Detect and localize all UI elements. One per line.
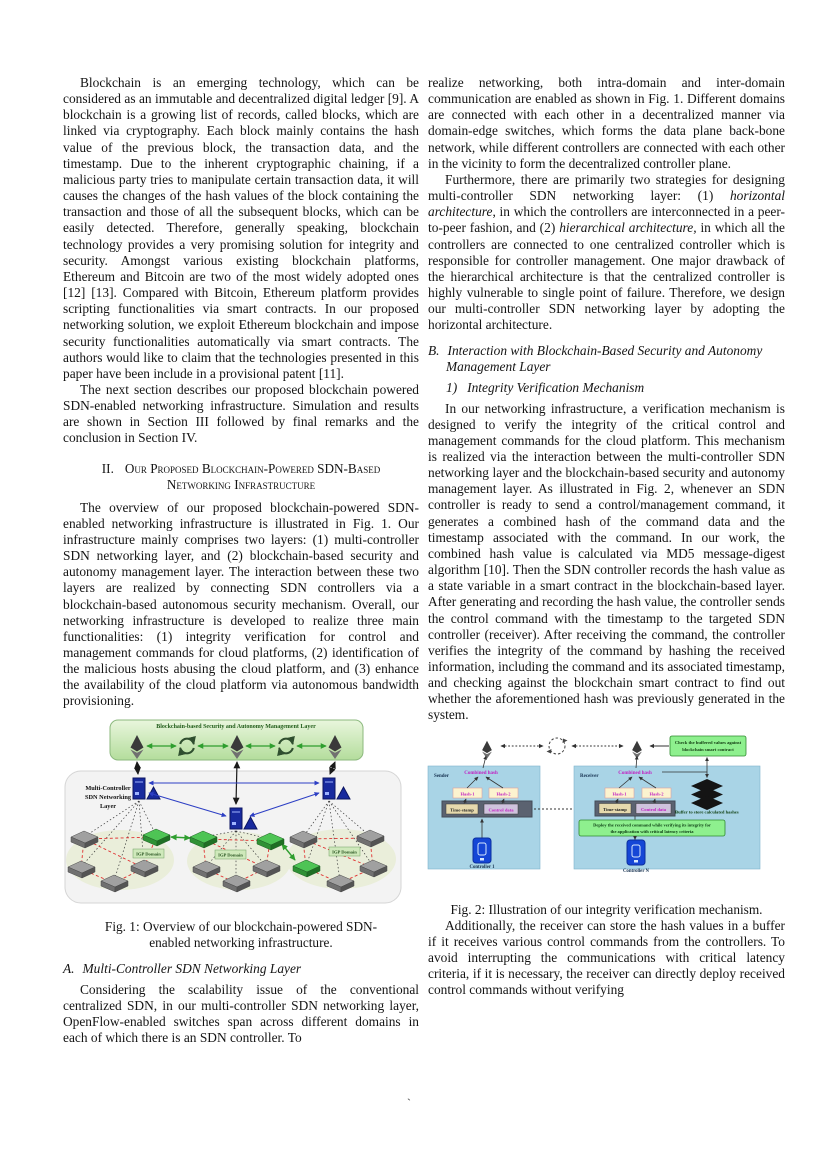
paragraph-multicontroller: Considering the scalability issue of the conventional centralized SDN, in our multi-controller SDN networking layer, OpenFlow-enabled switches span across different domains in each of which there is an SDN controller. To xyxy=(63,981,419,1046)
controller-icon xyxy=(627,840,645,865)
sender-command-container xyxy=(442,801,532,817)
figure-1 xyxy=(63,717,419,951)
receiver-label: Receiver xyxy=(580,773,599,779)
text-segment: , in which the controllers are interconnected in a peer-to-peer fashion, and (2) xyxy=(428,204,785,236)
controller-1-label: Controller 1 xyxy=(469,864,495,870)
receiver-panel xyxy=(574,766,760,869)
text-segment: in which all the controllers are connected to one centralized controller which is responsible for controller management. One major drawback of the hierarchical architecture is that the centralized controller is highly vulnerable to single point of failure. Therefore, we design our multi-controller SDN networking layer by adopting the horizontal architecture. xyxy=(428,220,786,333)
svg-text:Deploy the received command wh: Deploy the received command while verifying its integrity for xyxy=(593,822,711,828)
subsection-a-title: Multi-Controller SDN Networking Layer xyxy=(82,960,302,976)
paragraph-realize-networking: realize networking, both intra-domain and inter-domain communication are enabled as shown in Fig. 1. Different domains are connected with each other in a decentralized manner via domain-edge switches, which forms the data plane back-bone network, while different controllers are connected with each other in the vicinity to form the decentralized controller plane. xyxy=(428,75,785,171)
sender-combined-hash-label: Combined hash xyxy=(464,770,498,776)
section-title: Our Proposed Blockchain-Powered SDN-Based Networking Infrastructure xyxy=(124,460,381,492)
page-content xyxy=(63,75,785,1046)
subsection-b-heading xyxy=(428,343,784,375)
svg-text:Hash-1: Hash-1 xyxy=(460,791,475,797)
buffer-label: Buffer to store calculated hashes xyxy=(675,809,739,815)
section-number: II. xyxy=(101,460,114,476)
receiver-combined-hash-label: Combined hash xyxy=(618,770,652,776)
paragraph-blockchain-intro: Blockchain is an emerging technology, which can be considered as an immutable and decentralized digital ledger [9]. A blockchain is a growing list of records, called blocks, which are linked via cryptography. Each block mainly contains the hash value of the previous block, the transaction data, and the timestamp. Due to the inherent cryptographic chaining, if a malicious party tries to manipulate certain transaction data, it will causes the changes of the hash values of the block containing the transaction and those of all the subsequent blocks, which can be easily detected. Therefore, generally speaking, blockchain technology provides a very promising solution for integrity and security. Amongst various existing blockchain platforms, Ethereum and Bitcoin are two of the most widely adopted ones [12] [13]. Compared with Bitcoin, Ethereum platform provides scripting functionalities via smart contracts. In our proposed networking solution, we exploit Ethereum blockchain and impose security functionalities automatically via smart contracts. The authors would like to claim that the technologies presented in this paper have been include in a provisional patent [11]. xyxy=(63,75,419,381)
italic-horizontal-architecture: horizontal architecture xyxy=(428,188,785,220)
svg-text:blockchain smart contract: blockchain smart contract xyxy=(682,746,734,752)
svg-text:SDN Networking: SDN Networking xyxy=(84,793,132,801)
svg-text:Hash-1: Hash-1 xyxy=(612,791,627,797)
svg-text:Hash-2: Hash-2 xyxy=(649,791,664,797)
fig1-architecture-diagram xyxy=(63,717,419,909)
subsection-b-label: B. xyxy=(428,342,440,358)
svg-text:Multi-Controller: Multi-Controller xyxy=(85,784,131,792)
figure-1-caption: Fig. 1: Overview of our blockchain-powered SDN-enabled networking infrastructure. xyxy=(104,918,378,950)
subsection-a-label: A. xyxy=(63,960,75,976)
svg-text:Control data: Control data xyxy=(488,807,514,813)
italic-hierarchical-architecture: hierarchical architecture, xyxy=(559,220,697,236)
check-buffered-note xyxy=(670,736,746,756)
paragraph-buffer-store: Additionally, the receiver can store the hash values in a buffer if it receives various control commands from the controllers. To avoid interrupting the communications with critical latency criteria, if it is necessary, the receiver can directly deploy received control commands without verifying xyxy=(428,917,785,998)
svg-text:the application with critical: the application with critical latency criteria xyxy=(610,828,694,834)
controller-n-label: Controller N xyxy=(622,868,650,874)
section-ii-heading xyxy=(81,461,401,493)
fig2-integrity-diagram xyxy=(425,735,787,885)
paragraph-strategies xyxy=(428,172,785,334)
deploy-note xyxy=(579,820,725,836)
svg-text:Time-stamp: Time-stamp xyxy=(603,806,627,812)
svg-text:IGP Domain: IGP Domain xyxy=(218,852,243,858)
subsubsection-1-title: Integrity Verification Mechanism xyxy=(467,379,645,395)
subsection-a-heading xyxy=(63,961,419,977)
right-column xyxy=(428,75,785,1046)
receiver-command-container xyxy=(595,801,675,816)
svg-text:Layer: Layer xyxy=(99,802,117,810)
cycle-arrows-icon xyxy=(547,738,568,754)
figure-2 xyxy=(428,735,785,918)
subsection-b-title: Interaction with Blockchain-Based Security and Autonomy Management Layer xyxy=(446,342,763,374)
svg-text:IGP Domain: IGP Domain xyxy=(136,851,161,857)
svg-text:IGP Domain: IGP Domain xyxy=(332,849,357,855)
paragraph-next-section: The next section describes our proposed blockchain powered SDN-enabled networking infrastructure. Simulation and results are shown in Section III followed by final remarks and the conclusion in Section IV. xyxy=(63,381,419,446)
figure-2-caption: Fig. 2: Illustration of our integrity verification mechanism. xyxy=(450,901,763,917)
controller-icon xyxy=(473,838,491,863)
svg-text:Control data: Control data xyxy=(640,806,667,812)
svg-text:Hash-2: Hash-2 xyxy=(496,791,511,797)
left-column xyxy=(63,75,419,1046)
paragraph-verification: In our networking infrastructure, a verification mechanism is designed to verify the integrity of the critical control and management commands for the cloud platform. This mechanism is realized via the interaction between the multi-controller SDN networking layer and the blockchain-based security and autonomy management layer. As illustrated in Fig. 2, whenever an SDN controller is ready to send a control/management command, it generates a combined hash of the command data and the timestamp associated with the command. In our work, the combined hash value is calculated via MD5 message-digest algorithm [10]. Then the SDN controller records the hash value as a state variable in a smart contract in the blockchain-based layer. After generating and recording the hash value, the controller sends the control command with the timestamp to the targeted SDN controller (receiver). After receiving the command, the controller verifies the integrity of the command by hashing the received information, including the command and its associated timestamp, and checking against the blockchain smart contract to find out whether the aforementioned hash was previously generated in the system. xyxy=(428,400,785,723)
subsubsection-1-heading xyxy=(446,380,785,396)
sender-label: Sender xyxy=(434,773,449,779)
ethereum-icon xyxy=(482,740,492,758)
blockchain-layer-title: Blockchain-based Security and Autonomy Management Layer xyxy=(156,723,316,730)
text-segment: Furthermore, there are primarily two strategies for designing multi-controller SDN networking layer: (1) xyxy=(428,171,785,204)
stray-mark: ` xyxy=(407,1096,411,1110)
svg-text:Time-stamp: Time-stamp xyxy=(450,807,474,813)
subsubsection-1-label: 1) xyxy=(446,379,458,395)
svg-text:Check the buffered values agai: Check the buffered values against xyxy=(674,739,742,745)
paragraph-overview: The overview of our proposed blockchain-powered SDN-enabled networking infrastructure is illustrated in Fig. 1. Our infrastructure mainly comprises two layers: (1) multi-controller SDN networking layer, and (2) blockchain-based security and autonomy management layer. The interaction between these two layers are realized by connecting SDN controllers via a blockchain-based autonomous security mechanism. Overall, our networking infrastructure is developed to realize three main functionalities: (1) integrity verification for control and management commands for cloud platforms, (2) identification of the malicious hosts abusing the cloud platform, and (3) enhance the availability of the cloud platform via autonomous bandwidth provisioning. xyxy=(63,499,419,709)
